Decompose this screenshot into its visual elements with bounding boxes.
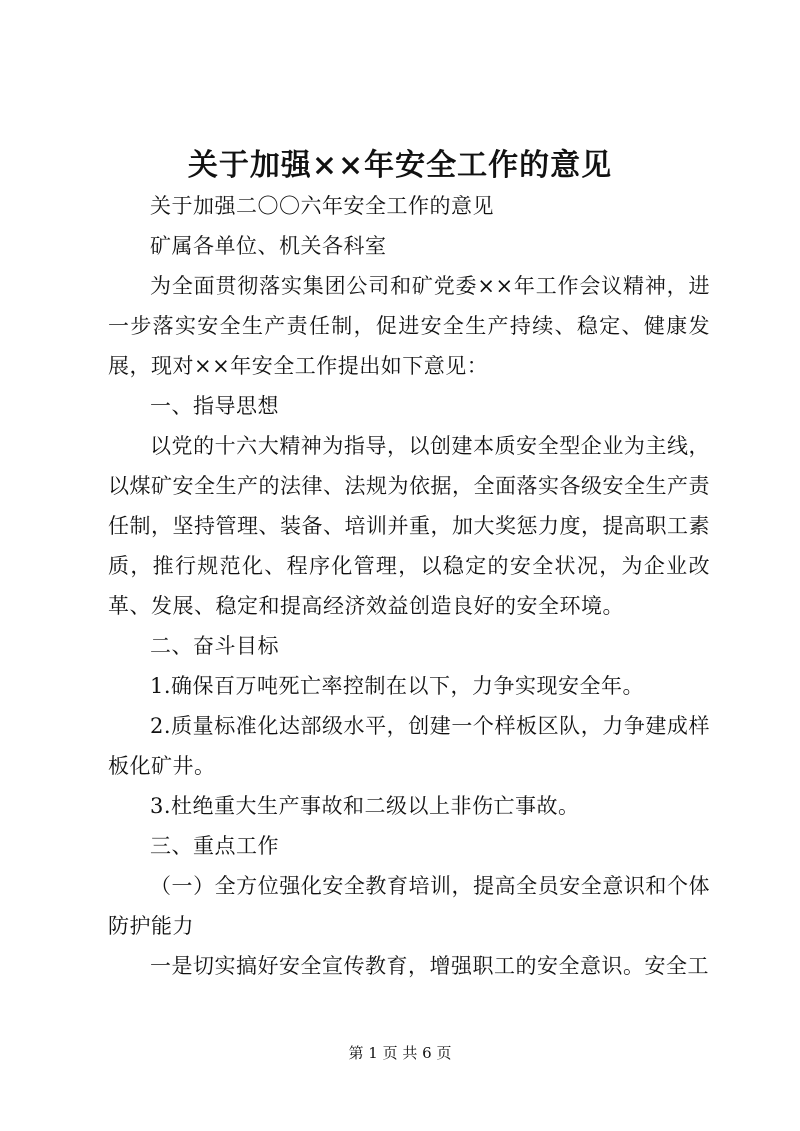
guiding-ideology-paragraph: 以党的十六大精神为指导，以创建本质安全型企业为主线，以煤矿安全生产的法律、法规为依据，全面落实各级安全生产责任制，坚持管理、装备、培训并重，加大奖惩力度，提高职工素质，推行规范化、程序化管理，以稳定的安全状况，为企业改革、发展、稳定和提高经济效益创造良好的安全环境。 [108,434,710,618]
goal-item-3: 3.杜绝重大生产事故和二级以上非伤亡事故。 [150,794,580,818]
section-heading-goals: 二、奋斗目标 [150,634,279,658]
document-title: 关于加强××年安全工作的意见 [187,148,613,183]
section-heading-guiding-ideology: 一、指导思想 [150,394,279,418]
page-footer: 第 1 页 共 6 页 [348,1044,452,1062]
goal-item-2: 2.质量标准化达部级水平，创建一个样板区队，力争建成样板化矿井。 [108,714,710,778]
key-work-subheading-1: （一）全方位强化安全教育培训，提高全员安全意识和个体防护能力 [108,874,710,938]
key-work-paragraph-1: 一是切实搞好安全宣传教育，增强职工的安全意识。安全工 [150,954,709,978]
goal-item-1: 1.确保百万吨死亡率控制在以下，力争实现安全年。 [150,674,645,698]
section-heading-key-work: 三、重点工作 [150,834,279,858]
document-body [108,186,710,986]
addressee-paragraph: 矿属各单位、机关各科室 [150,234,387,258]
subtitle-paragraph: 关于加强二〇〇六年安全工作的意见 [150,194,494,218]
intro-paragraph: 为全面贯彻落实集团公司和矿党委××年工作会议精神，进一步落实安全生产责任制，促进安全生产持续、稳定、健康发展，现对××年安全工作提出如下意见： [108,274,710,378]
